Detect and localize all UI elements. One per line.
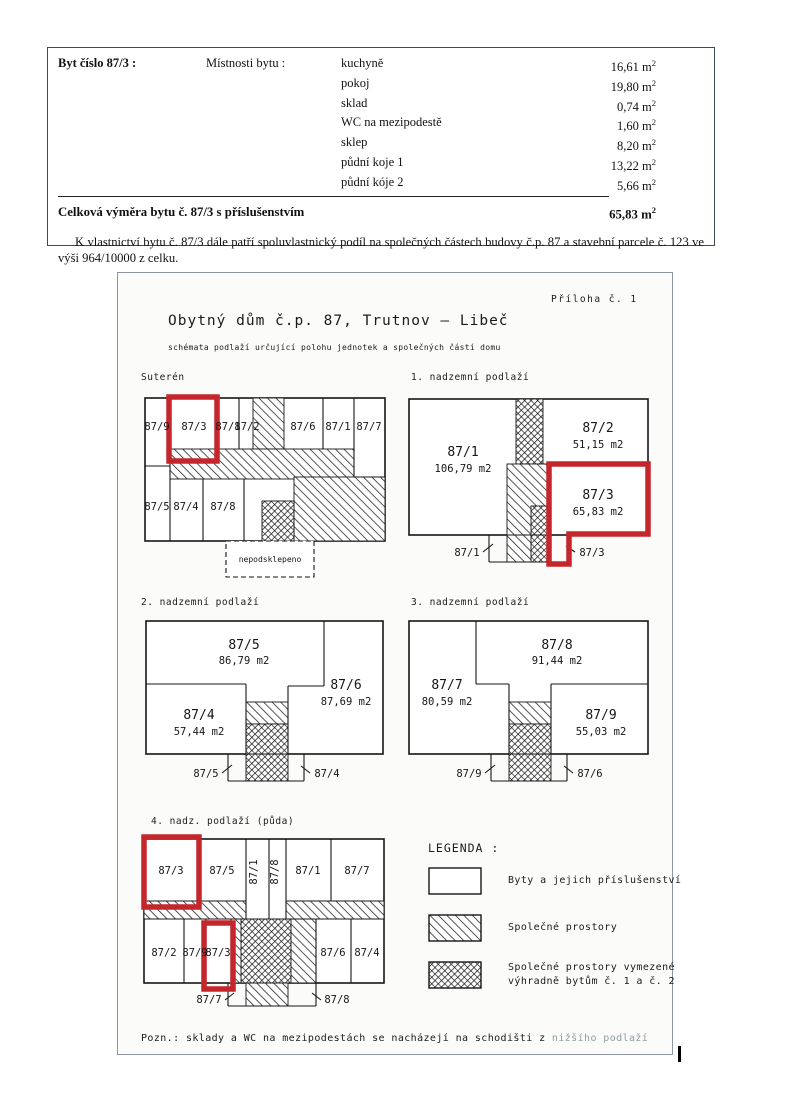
floor-plan-np4 xyxy=(141,834,387,1012)
unit-area: 65,83 m2 xyxy=(572,506,624,518)
room-name: pokoj xyxy=(341,75,370,90)
cell-label: 87/4 xyxy=(354,947,380,959)
room-name: WC na mezipodestě xyxy=(341,115,442,130)
room-area: 8,20 $m^2$ xyxy=(617,137,656,154)
legend-row-apartments xyxy=(428,867,681,895)
cell-label: 87/3 xyxy=(205,947,231,959)
unit-label: 87/5 xyxy=(228,638,260,653)
unit-number-label: Byt číslo 87/3 : xyxy=(58,56,137,70)
callout-label: 87/8 xyxy=(324,994,350,1006)
attachment-title: Obytný dům č.p. 87, Trutnov — Libeč xyxy=(168,313,509,329)
legend-row-common-restricted xyxy=(428,961,675,989)
unit-area: 55,03 m2 xyxy=(575,726,627,738)
cell-label: 87/5 xyxy=(209,865,235,877)
rooms-heading: Místnosti bytu : xyxy=(206,56,286,70)
cell-label: 87/6 xyxy=(290,421,316,433)
legend-swatch-common xyxy=(428,914,482,942)
room-area: 16,61 $m^2$ xyxy=(610,58,656,75)
room-name: kuchyně xyxy=(341,56,384,70)
callout-label: 87/1 xyxy=(454,547,480,559)
cell-label: 87/6 xyxy=(320,947,346,959)
room-name: sklep xyxy=(341,135,368,149)
room-name: sklad xyxy=(341,95,368,110)
callout-label: 87/9 xyxy=(456,768,482,780)
common-areas-hatch xyxy=(246,702,288,781)
unit-area: 106,79 m2 xyxy=(434,463,492,475)
attachment-scan xyxy=(117,272,682,1055)
floor-title-np1: 1. nadzemní podlaží xyxy=(411,372,530,383)
floor-title-np4: 4. nadz. podlaží (půda) xyxy=(151,816,295,827)
room-area: 19,80 $m^2$ xyxy=(610,77,656,94)
cell-label: 87/8 xyxy=(210,501,236,513)
total-value: 65,83 $m^2$ xyxy=(609,205,656,222)
unit-label: 87/8 xyxy=(541,638,573,653)
callout-label: 87/4 xyxy=(314,768,340,780)
legend-title: LEGENDA : xyxy=(428,841,500,855)
room-area: 1,60 $m^2$ xyxy=(617,117,656,134)
cell-label: 87/7 xyxy=(356,421,382,433)
footnote: Pozn.: sklady a WC na mezipodestách se nacházejí na schodišti z nižšího podlaží xyxy=(141,1033,649,1044)
cell-label: 87/4 xyxy=(173,501,199,513)
cell-label: 87/2 xyxy=(234,421,260,433)
room-name: půdní koje 1 xyxy=(341,154,404,169)
cell-label: 87/1 xyxy=(295,865,321,877)
scan-artifact-tick xyxy=(678,1046,681,1062)
cell-label: 87/7 xyxy=(344,865,370,877)
legend-label: Byty a jejich příslušenství xyxy=(508,875,682,886)
cell-label: 87/3 xyxy=(158,865,184,877)
floor-title-np3: 3. nadzemní podlaží xyxy=(411,597,530,608)
floor-plan-np2 xyxy=(144,617,386,789)
apartment-summary-box xyxy=(47,47,715,266)
annex-label: Příloha č. 1 xyxy=(551,294,638,305)
unit-area: 80,59 m2 xyxy=(421,696,473,708)
floor-plan-suteren xyxy=(144,394,386,584)
total-label: Celková výměra bytu č. 87/3 s příslušenstvím xyxy=(58,205,305,220)
callout-label: 87/3 xyxy=(579,547,605,559)
legend-label: Společné prostory vymezené výhradně bytům č. 1 a č. 2 xyxy=(508,962,675,987)
legend-swatch-apartments xyxy=(428,867,482,895)
callout-label: 87/5 xyxy=(193,768,219,780)
legend-swatch-common-restricted xyxy=(428,961,482,989)
floor-plan-np3 xyxy=(407,617,651,789)
cell-label: 87/2 xyxy=(151,947,177,959)
cell-label: 87/1 xyxy=(248,859,260,885)
total-row xyxy=(48,197,714,222)
unit-label: 87/1 xyxy=(447,445,479,460)
unit-area: 91,44 m2 xyxy=(531,655,583,667)
cell-label: 87/1 xyxy=(325,421,351,433)
common-areas-hatch xyxy=(509,702,551,781)
cell-label: 87/9 xyxy=(182,947,208,959)
cell-label: 87/8 xyxy=(269,859,281,885)
cell-label: 87/1 xyxy=(215,421,241,433)
legend-row-common xyxy=(428,914,617,942)
unit-label: 87/7 xyxy=(431,678,463,693)
floor-plan-np1 xyxy=(407,394,651,584)
attachment-subtitle: schémata podlaží určující polohu jednotek a společných částí domu xyxy=(168,343,501,352)
unit-label: 87/2 xyxy=(582,421,614,436)
unit-label: 87/9 xyxy=(585,708,617,723)
room-area: 0,74 $m^2$ xyxy=(617,97,656,114)
unit-area: 86,79 m2 xyxy=(218,655,270,667)
unit-label: 87/3 xyxy=(582,488,614,503)
cell-label: 87/9 xyxy=(144,421,170,433)
cell-label: 87/3 xyxy=(181,421,207,433)
unit-area: 57,44 m2 xyxy=(173,726,225,738)
room-table xyxy=(48,56,714,194)
callout-label: 87/6 xyxy=(577,768,603,780)
nepodsklepeno-label: nepodsklepeno xyxy=(238,555,302,564)
unit-area: 51,15 m2 xyxy=(572,439,624,451)
legend-label: Společné prostory xyxy=(508,922,618,933)
room-area: 5,66 $m^2$ xyxy=(617,176,656,193)
callout-label: 87/7 xyxy=(196,994,222,1006)
cell-label: 87/5 xyxy=(144,501,170,513)
room-area: 13,22 $m^2$ xyxy=(610,156,656,173)
floor-title-suteren: Suterén xyxy=(141,372,185,383)
ownership-paragraph: K vlastnictví bytu č. 87/3 dále patří spoluvlastnický podíl na společných částech budovy č.p. 87 a stavební parcele č. 123 ve výši 964/10000 z celku. xyxy=(58,234,704,266)
room-name: půdní kóje 2 xyxy=(341,174,404,189)
unit-label: 87/4 xyxy=(183,708,215,723)
unit-label: 87/6 xyxy=(330,678,362,693)
unit-area: 87,69 m2 xyxy=(320,696,372,708)
floor-title-np2: 2. nadzemní podlaží xyxy=(141,597,260,608)
